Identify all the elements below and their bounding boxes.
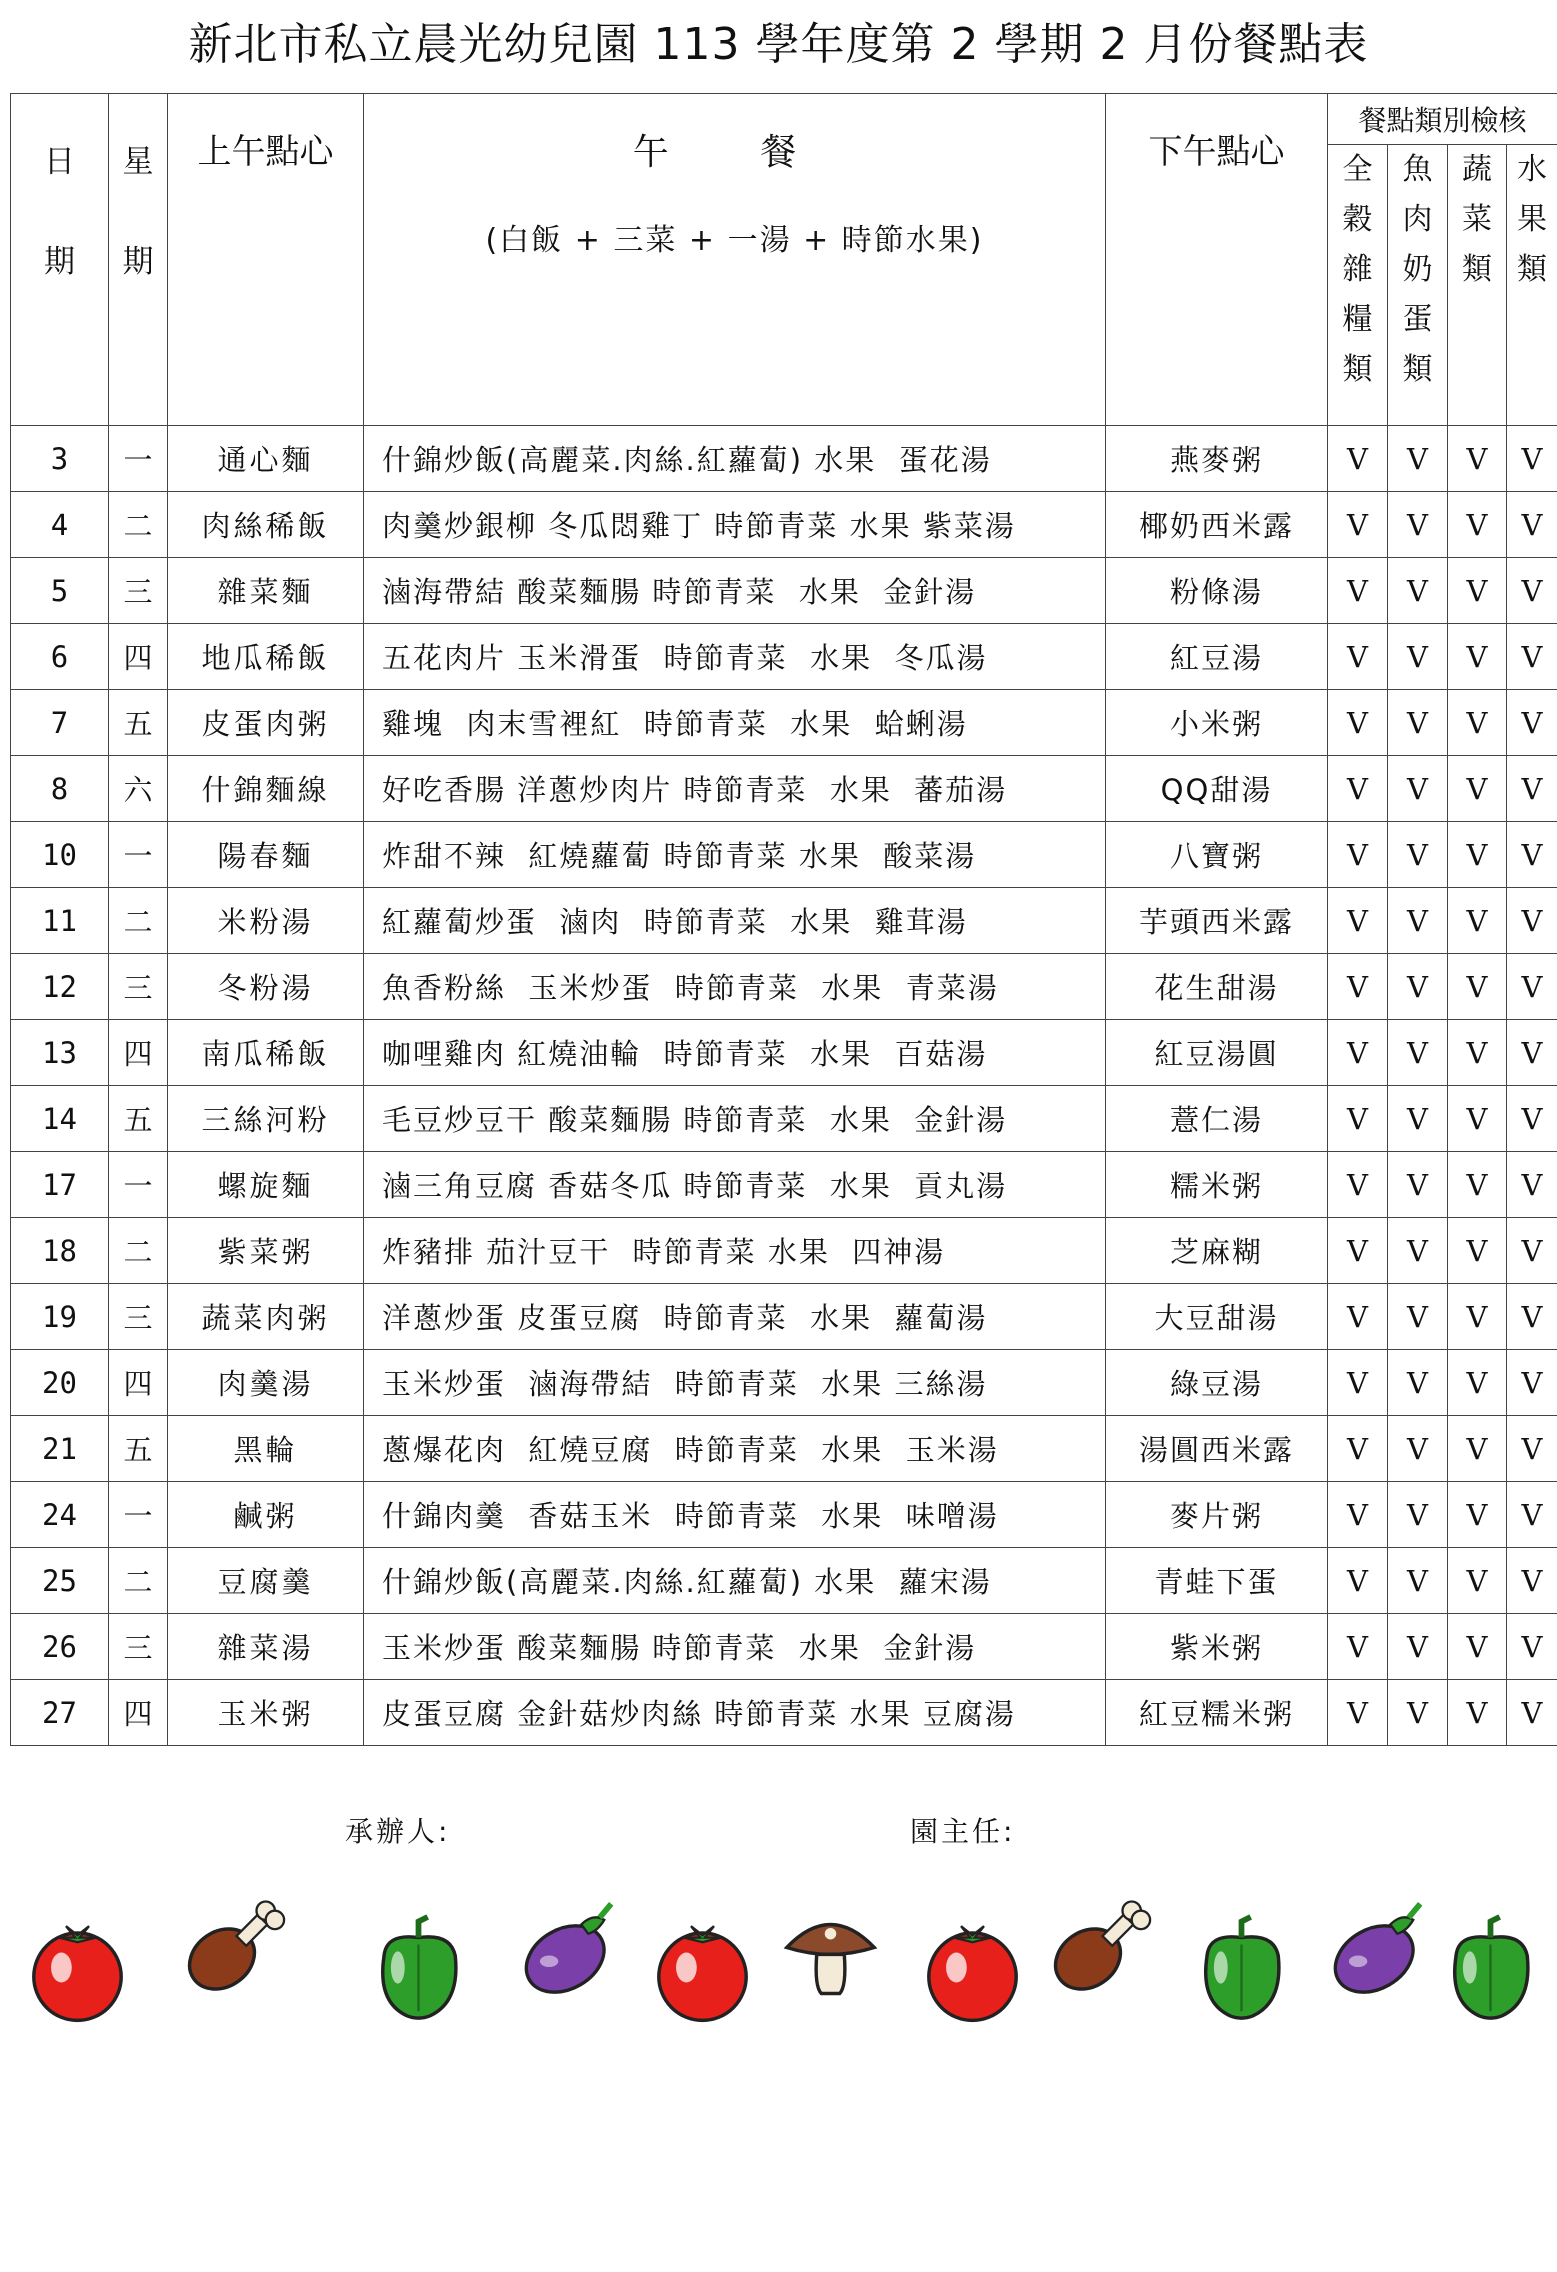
check-mark: V (1388, 690, 1448, 756)
check-mark: V (1507, 1614, 1557, 1680)
header-date: 日 期 (11, 94, 109, 426)
date-cell: 14 (11, 1086, 109, 1152)
am-snack-cell: 豆腐羹 (168, 1548, 364, 1614)
table-row (11, 1482, 1557, 1548)
check-mark: V (1388, 1680, 1448, 1746)
header-pm-snack: 下午點心 (1106, 94, 1328, 426)
lunch-cell: 毛豆炒豆干 酸菜麵腸 時節青菜 水果 金針湯 (364, 1086, 1106, 1152)
check-mark: V (1448, 558, 1507, 624)
check-mark: V (1448, 1020, 1507, 1086)
check-mark: V (1328, 1152, 1388, 1218)
lunch-cell: 什錦炒飯(高麗菜.肉絲.紅蘿蔔) 水果 蘿宋湯 (364, 1548, 1106, 1614)
lunch-cell: 炸豬排 茄汁豆干 時節青菜 水果 四神湯 (364, 1218, 1106, 1284)
lunch-cell: 肉羹炒銀柳 冬瓜悶雞丁 時節青菜 水果 紫菜湯 (364, 492, 1106, 558)
pm-snack-cell: 青蛙下蛋 (1106, 1548, 1328, 1614)
handler-label: 承辦人: (345, 1815, 451, 1848)
check-mark: V (1388, 1350, 1448, 1416)
check-mark: V (1328, 888, 1388, 954)
lunch-cell: 好吃香腸 洋蔥炒肉片 時節青菜 水果 蕃茄湯 (364, 756, 1106, 822)
check-mark: V (1448, 1680, 1507, 1746)
check-mark: V (1507, 1680, 1557, 1746)
table-row (11, 888, 1557, 954)
am-snack-cell: 鹹粥 (168, 1482, 364, 1548)
am-snack-cell: 皮蛋肉粥 (168, 690, 364, 756)
table-row (11, 1350, 1557, 1416)
check-mark: V (1328, 1680, 1388, 1746)
table-row (11, 1020, 1557, 1086)
check-mark: V (1448, 1482, 1507, 1548)
check-mark: V (1328, 1284, 1388, 1350)
meal-table (10, 93, 1557, 1746)
weekday-cell: 五 (109, 1416, 168, 1482)
check-mark: V (1448, 624, 1507, 690)
weekday-cell: 一 (109, 1152, 168, 1218)
check-mark: V (1507, 1218, 1557, 1284)
table-row (11, 1680, 1557, 1746)
lunch-cell: 滷三角豆腐 香菇冬瓜 時節青菜 水果 貢丸湯 (364, 1152, 1106, 1218)
table-row (11, 624, 1557, 690)
pm-snack-cell: QQ甜湯 (1106, 756, 1328, 822)
check-mark: V (1328, 426, 1388, 492)
check-mark: V (1448, 954, 1507, 1020)
check-mark: V (1328, 690, 1388, 756)
check-mark: V (1328, 756, 1388, 822)
check-mark: V (1448, 1416, 1507, 1482)
pm-snack-cell: 大豆甜湯 (1106, 1284, 1328, 1350)
check-mark: V (1507, 1416, 1557, 1482)
lunch-cell: 雞塊 肉末雪裡紅 時節青菜 水果 蛤蜊湯 (364, 690, 1106, 756)
check-mark: V (1448, 1350, 1507, 1416)
weekday-cell: 四 (109, 1020, 168, 1086)
check-mark: V (1448, 492, 1507, 558)
date-cell: 18 (11, 1218, 109, 1284)
check-mark: V (1388, 1152, 1448, 1218)
check-mark: V (1448, 1284, 1507, 1350)
check-mark: V (1507, 558, 1557, 624)
am-snack-cell: 地瓜稀飯 (168, 624, 364, 690)
pm-snack-cell: 紅豆湯圓 (1106, 1020, 1328, 1086)
lunch-cell: 滷海帶結 酸菜麵腸 時節青菜 水果 金針湯 (364, 558, 1106, 624)
table-row (11, 492, 1557, 558)
pm-snack-cell: 燕麥粥 (1106, 426, 1328, 492)
table-row (11, 1548, 1557, 1614)
check-mark: V (1388, 1284, 1448, 1350)
pm-snack-cell: 紅豆湯 (1106, 624, 1328, 690)
check-mark: V (1507, 426, 1557, 492)
category-protein: 魚 肉 奶 蛋 類 (1388, 145, 1448, 426)
check-mark: V (1388, 1416, 1448, 1482)
table-row (11, 954, 1557, 1020)
table-row (11, 558, 1557, 624)
check-mark: V (1507, 822, 1557, 888)
am-snack-cell: 蔬菜肉粥 (168, 1284, 364, 1350)
pm-snack-cell: 湯圓西米露 (1106, 1416, 1328, 1482)
check-mark: V (1507, 1152, 1557, 1218)
table-row (11, 822, 1557, 888)
check-mark: V (1388, 1548, 1448, 1614)
check-mark: V (1328, 1218, 1388, 1284)
check-mark: V (1507, 1350, 1557, 1416)
lunch-cell: 皮蛋豆腐 金針菇炒肉絲 時節青菜 水果 豆腐湯 (364, 1680, 1106, 1746)
check-mark: V (1507, 624, 1557, 690)
table-row (11, 1086, 1557, 1152)
table-row (11, 1218, 1557, 1284)
check-mark: V (1328, 1350, 1388, 1416)
pm-snack-cell: 綠豆湯 (1106, 1350, 1328, 1416)
category-vegetable: 蔬 菜 類 (1448, 145, 1507, 426)
date-cell: 11 (11, 888, 109, 954)
check-mark: V (1328, 1020, 1388, 1086)
lunch-cell: 咖哩雞肉 紅燒油輪 時節青菜 水果 百菇湯 (364, 1020, 1106, 1086)
check-mark: V (1388, 1218, 1448, 1284)
pm-snack-cell: 紫米粥 (1106, 1614, 1328, 1680)
check-mark: V (1388, 1614, 1448, 1680)
weekday-cell: 四 (109, 1680, 168, 1746)
check-mark: V (1448, 1086, 1507, 1152)
date-cell: 24 (11, 1482, 109, 1548)
check-mark: V (1448, 426, 1507, 492)
am-snack-cell: 南瓜稀飯 (168, 1020, 364, 1086)
am-snack-cell: 雜菜麵 (168, 558, 364, 624)
check-mark: V (1507, 756, 1557, 822)
category-grains: 全 穀 雜 糧 類 (1328, 145, 1388, 426)
check-mark: V (1448, 888, 1507, 954)
weekday-cell: 三 (109, 1614, 168, 1680)
check-mark: V (1448, 822, 1507, 888)
date-cell: 3 (11, 426, 109, 492)
check-mark: V (1328, 492, 1388, 558)
check-mark: V (1388, 822, 1448, 888)
pm-snack-cell: 芝麻糊 (1106, 1218, 1328, 1284)
table-row (11, 1284, 1557, 1350)
check-mark: V (1388, 558, 1448, 624)
table-row (11, 1614, 1557, 1680)
decor-icons (20, 1890, 1557, 2040)
check-mark: V (1448, 690, 1507, 756)
check-mark: V (1507, 1284, 1557, 1350)
lunch-cell: 洋蔥炒蛋 皮蛋豆腐 時節青菜 水果 蘿蔔湯 (364, 1284, 1106, 1350)
lunch-cell: 什錦肉羹 香菇玉米 時節青菜 水果 味噌湯 (364, 1482, 1106, 1548)
date-cell: 6 (11, 624, 109, 690)
weekday-cell: 五 (109, 1086, 168, 1152)
check-mark: V (1388, 624, 1448, 690)
check-mark: V (1507, 1086, 1557, 1152)
header-am-snack: 上午點心 (168, 94, 364, 426)
table-row (11, 1152, 1557, 1218)
am-snack-cell: 冬粉湯 (168, 954, 364, 1020)
check-mark: V (1507, 888, 1557, 954)
am-snack-cell: 肉絲稀飯 (168, 492, 364, 558)
director-label: 園主任: (910, 1815, 1016, 1848)
check-mark: V (1448, 1548, 1507, 1614)
pm-snack-cell: 粉條湯 (1106, 558, 1328, 624)
am-snack-cell: 黑輪 (168, 1416, 364, 1482)
pm-snack-cell: 八寶粥 (1106, 822, 1328, 888)
weekday-cell: 四 (109, 624, 168, 690)
check-mark: V (1507, 690, 1557, 756)
weekday-cell: 三 (109, 954, 168, 1020)
date-cell: 10 (11, 822, 109, 888)
am-snack-cell: 紫菜粥 (168, 1218, 364, 1284)
weekday-cell: 二 (109, 1548, 168, 1614)
check-mark: V (1388, 888, 1448, 954)
check-mark: V (1507, 1482, 1557, 1548)
weekday-cell: 三 (109, 558, 168, 624)
weekday-cell: 二 (109, 1218, 168, 1284)
table-row (11, 756, 1557, 822)
pm-snack-cell: 薏仁湯 (1106, 1086, 1328, 1152)
check-mark: V (1328, 954, 1388, 1020)
check-mark: V (1388, 954, 1448, 1020)
lunch-cell: 五花肉片 玉米滑蛋 時節青菜 水果 冬瓜湯 (364, 624, 1106, 690)
lunch-cell: 玉米炒蛋 滷海帶結 時節青菜 水果 三絲湯 (364, 1350, 1106, 1416)
lunch-cell: 炸甜不辣 紅燒蘿蔔 時節青菜 水果 酸菜湯 (364, 822, 1106, 888)
weekday-cell: 一 (109, 822, 168, 888)
header-lunch: 午 餐 (白飯 + 三菜 + 一湯 + 時節水果) (364, 94, 1106, 426)
weekday-cell: 一 (109, 1482, 168, 1548)
check-mark: V (1328, 1482, 1388, 1548)
check-mark: V (1448, 756, 1507, 822)
date-cell: 5 (11, 558, 109, 624)
check-mark: V (1507, 1020, 1557, 1086)
lunch-cell: 什錦炒飯(高麗菜.肉絲.紅蘿蔔) 水果 蛋花湯 (364, 426, 1106, 492)
check-mark: V (1507, 954, 1557, 1020)
pm-snack-cell: 花生甜湯 (1106, 954, 1328, 1020)
pm-snack-cell: 糯米粥 (1106, 1152, 1328, 1218)
date-cell: 26 (11, 1614, 109, 1680)
date-cell: 12 (11, 954, 109, 1020)
pm-snack-cell: 椰奶西米露 (1106, 492, 1328, 558)
header-weekday: 星 期 (109, 94, 168, 426)
am-snack-cell: 螺旋麵 (168, 1152, 364, 1218)
lunch-cell: 魚香粉絲 玉米炒蛋 時節青菜 水果 青菜湯 (364, 954, 1106, 1020)
date-cell: 27 (11, 1680, 109, 1746)
check-mark: V (1388, 492, 1448, 558)
pm-snack-cell: 芋頭西米露 (1106, 888, 1328, 954)
weekday-cell: 四 (109, 1350, 168, 1416)
lunch-cell: 蔥爆花肉 紅燒豆腐 時節青菜 水果 玉米湯 (364, 1416, 1106, 1482)
weekday-cell: 六 (109, 756, 168, 822)
check-mark: V (1388, 1086, 1448, 1152)
date-cell: 13 (11, 1020, 109, 1086)
check-mark: V (1328, 1548, 1388, 1614)
date-cell: 4 (11, 492, 109, 558)
lunch-cell: 紅蘿蔔炒蛋 滷肉 時節青菜 水果 雞茸湯 (364, 888, 1106, 954)
am-snack-cell: 通心麵 (168, 426, 364, 492)
check-mark: V (1328, 558, 1388, 624)
pm-snack-cell: 小米粥 (1106, 690, 1328, 756)
check-mark: V (1328, 1086, 1388, 1152)
check-mark: V (1448, 1614, 1507, 1680)
date-cell: 19 (11, 1284, 109, 1350)
date-cell: 17 (11, 1152, 109, 1218)
check-mark: V (1388, 1482, 1448, 1548)
date-cell: 7 (11, 690, 109, 756)
weekday-cell: 二 (109, 888, 168, 954)
check-mark: V (1507, 1548, 1557, 1614)
am-snack-cell: 米粉湯 (168, 888, 364, 954)
lunch-cell: 玉米炒蛋 酸菜麵腸 時節青菜 水果 金針湯 (364, 1614, 1106, 1680)
check-mark: V (1328, 624, 1388, 690)
weekday-cell: 五 (109, 690, 168, 756)
page-title: 新北市私立晨光幼兒園 113 學年度第 2 學期 2 月份餐點表 (188, 19, 1369, 70)
date-cell: 21 (11, 1416, 109, 1482)
check-mark: V (1507, 492, 1557, 558)
check-mark: V (1448, 1218, 1507, 1284)
check-mark: V (1328, 1416, 1388, 1482)
date-cell: 25 (11, 1548, 109, 1614)
pm-snack-cell: 麥片粥 (1106, 1482, 1328, 1548)
am-snack-cell: 三絲河粉 (168, 1086, 364, 1152)
table-row (11, 1416, 1557, 1482)
am-snack-cell: 肉羹湯 (168, 1350, 364, 1416)
table-row (11, 426, 1557, 492)
weekday-cell: 三 (109, 1284, 168, 1350)
check-mark: V (1388, 426, 1448, 492)
am-snack-cell: 雜菜湯 (168, 1614, 364, 1680)
lunch-subtitle: (白飯 + 三菜 + 一湯 + 時節水果) (485, 223, 984, 258)
header-check: 餐點類別檢核 (1328, 94, 1557, 145)
am-snack-cell: 陽春麵 (168, 822, 364, 888)
category-fruit: 水 果 類 (1507, 145, 1557, 426)
check-mark: V (1388, 756, 1448, 822)
table-row (11, 690, 1557, 756)
check-mark: V (1328, 822, 1388, 888)
date-cell: 20 (11, 1350, 109, 1416)
date-cell: 8 (11, 756, 109, 822)
pm-snack-cell: 紅豆糯米粥 (1106, 1680, 1328, 1746)
check-mark: V (1448, 1152, 1507, 1218)
am-snack-cell: 玉米粥 (168, 1680, 364, 1746)
weekday-cell: 二 (109, 492, 168, 558)
am-snack-cell: 什錦麵線 (168, 756, 364, 822)
weekday-cell: 一 (109, 426, 168, 492)
check-mark: V (1388, 1020, 1448, 1086)
check-mark: V (1328, 1614, 1388, 1680)
